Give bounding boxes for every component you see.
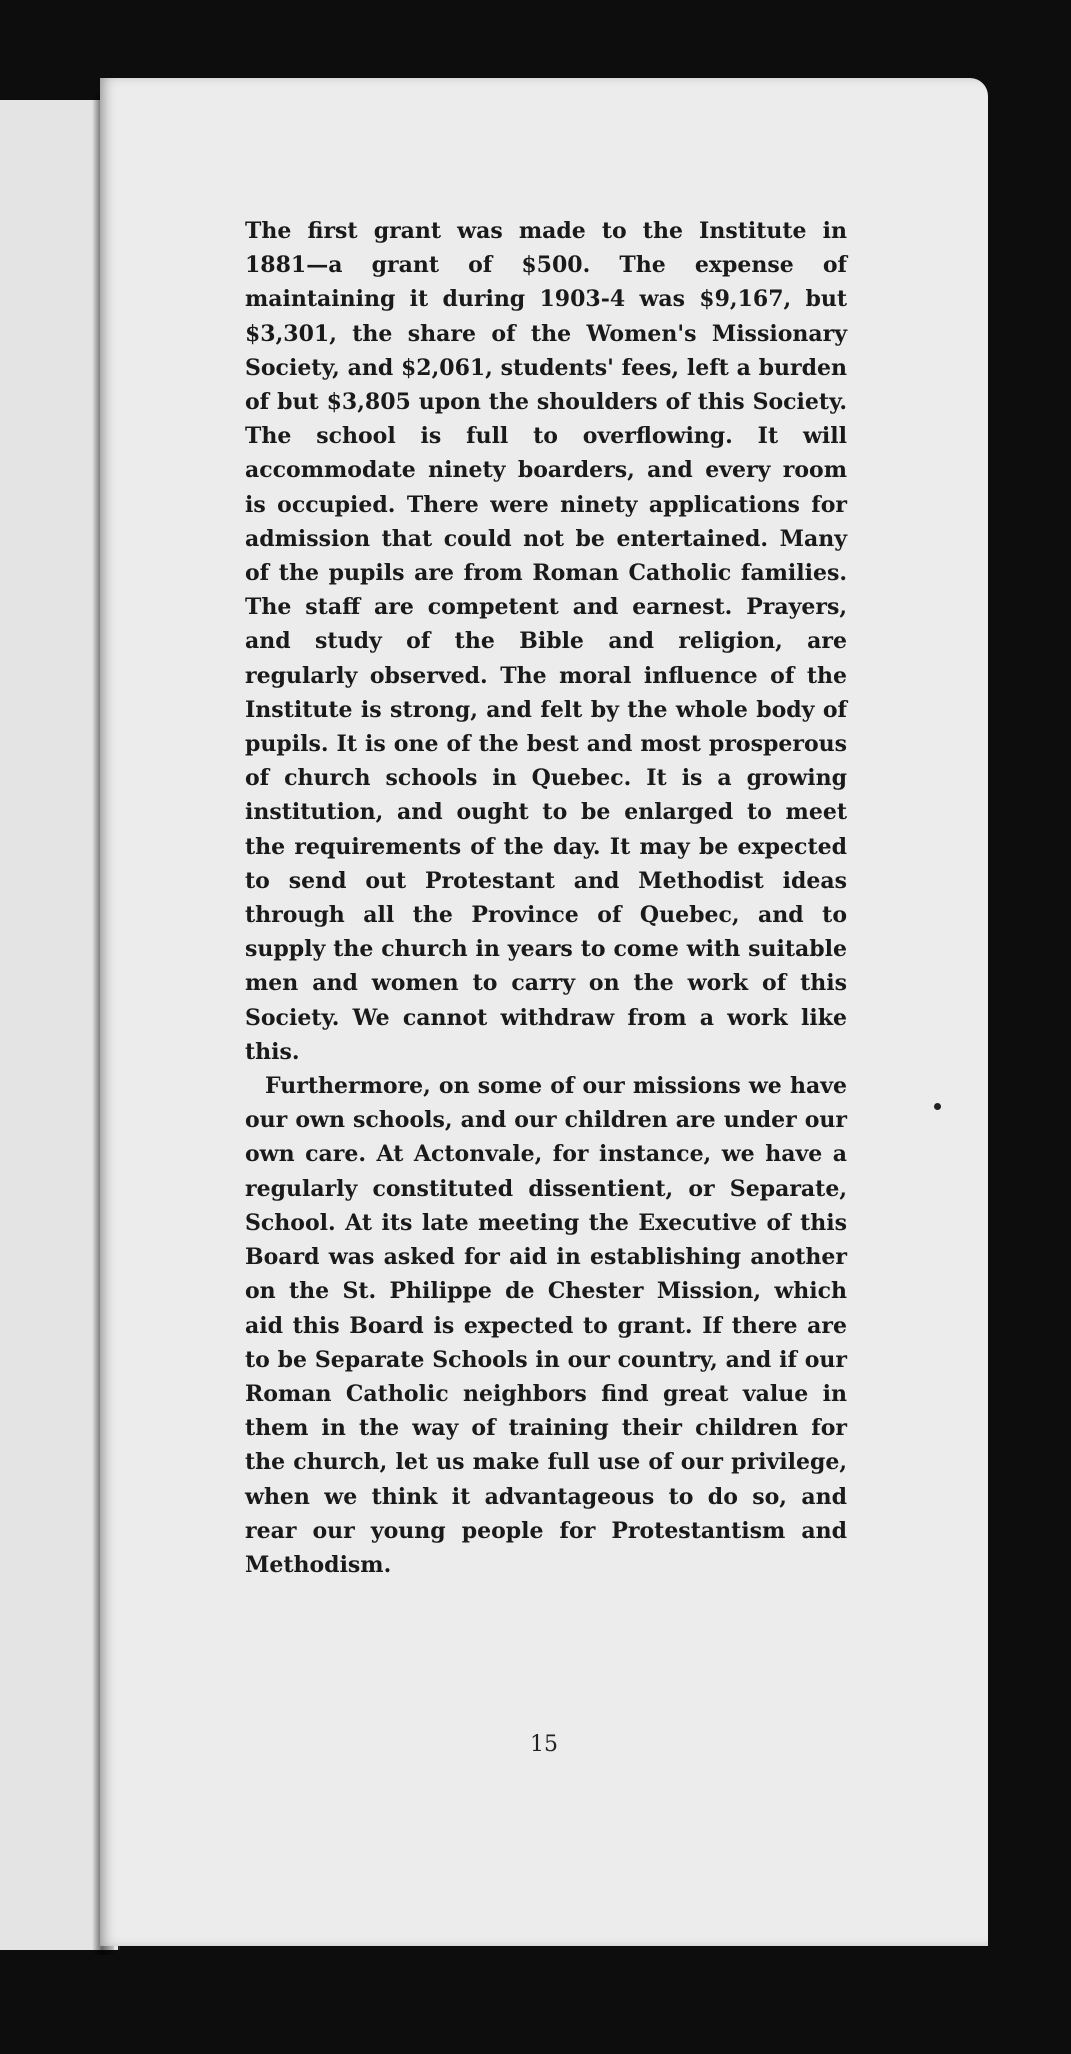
paragraph-separate-schools: Furthermore, on some of our missions we have our own schools, and our children are under our own care. At Actonvale, for instance, we have a regularly constituted dissentient, or Separate, School. At its late meeting the Executive of this Board was asked for aid in establishing another on the St. Philippe de Chester Mission, which aid this Board is expected to grant. If there are to be Separate Schools in our country, and if our Roman Catholic neighbors find great value in them in the way of training their children for the church, let us make full use of our privilege, when we think it advantageous to do so, and rear our young people for Protestantism and Methodism. [245,1073,847,1578]
ink-speck [934,1103,941,1110]
paragraph-institute-grant: The first grant was made to the Institute in 1881—a grant of $500. The expense of maintaining it during 1903-4 was $9,167, but $3,301, the share of the Women's Missionary Society, and $2,061, students' fees, left a burden of but $3,805 upon the shoulders of this Society. The school is full to overflowing. It will accommodate ninety boarders, and every room is occupied. There were ninety applications for admission that could not be entertained. Many of the pupils are from Roman Catholic families. The staff are competent and earnest. Prayers, and study of the Bible and religion, are regularly observed. The moral influence of the Institute is strong, and felt by the whole body of pupils. It is one of the best and most prosperous of church schools in Quebec. It is a growing institution, and ought to be enlarged to meet the requirements of the day. It may be expected to send out Protestant and Methodist ideas through all the Province of Quebec, and to supply the church in years to come with suitable men and women to carry on the work of this Society. We cannot withdraw from a work like this. [245,218,847,1065]
body-text [245,214,847,1582]
book-page [100,78,988,1946]
page-number: 15 [530,1732,558,1757]
